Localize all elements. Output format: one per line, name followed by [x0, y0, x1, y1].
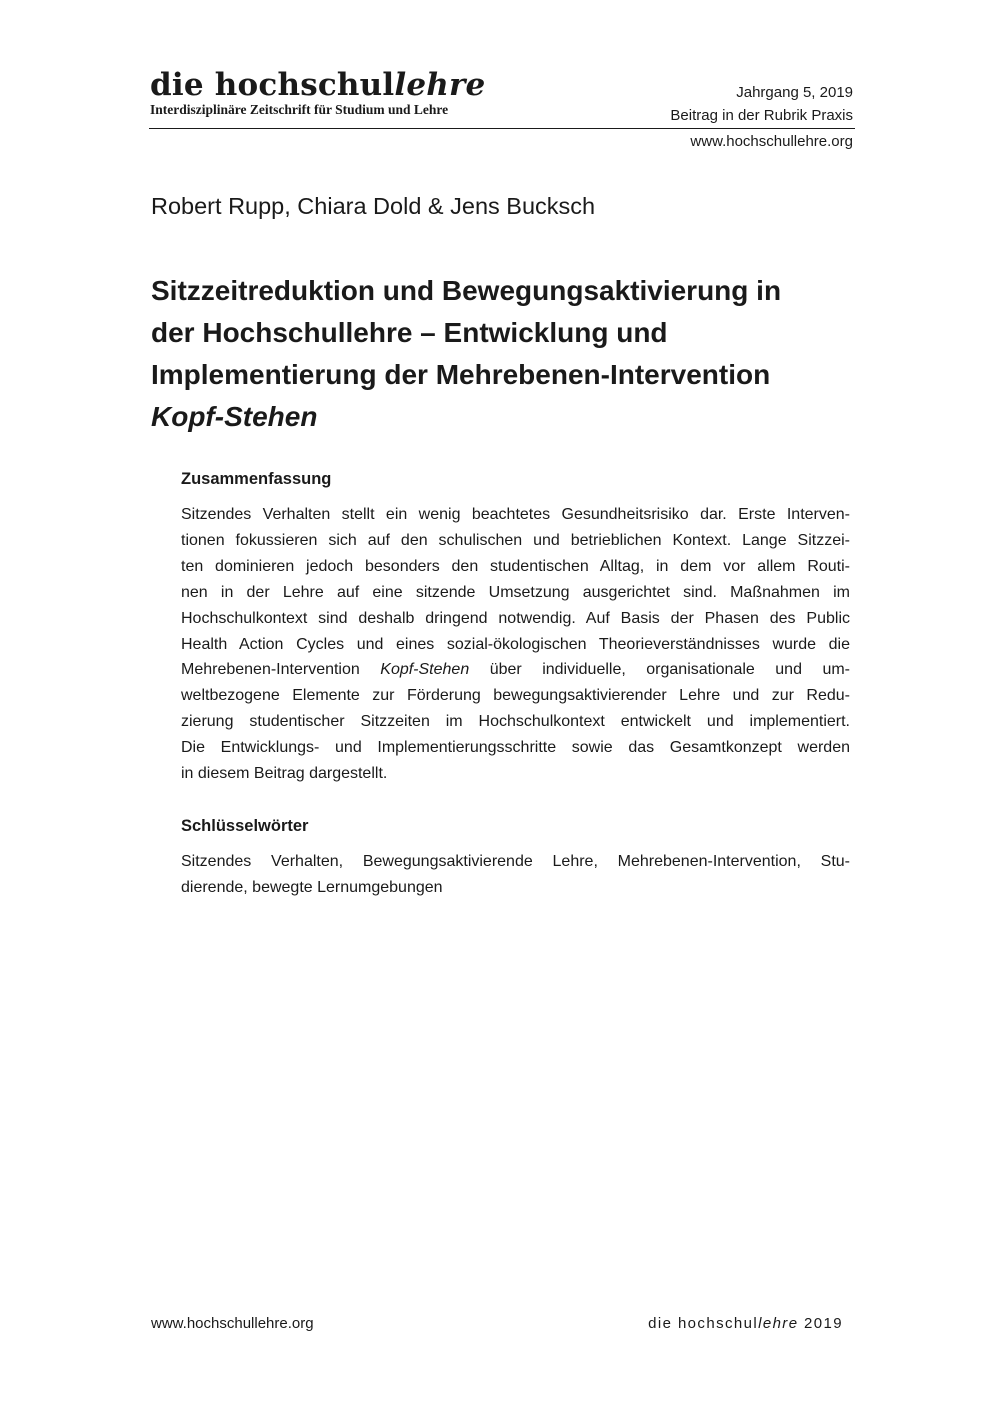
title-line-1: Sitzzeitreduktion und Bewegungsaktivierung in: [151, 275, 782, 306]
abstract-line-with-italic: [181, 657, 850, 683]
abstract-line: nen in der Lehre auf eine sitzende Umsetzung ausgerichtet sind. Maßnahmen im: [181, 583, 850, 601]
website-link[interactable]: www.hochschullehre.org: [690, 133, 853, 150]
intervention-name: Kopf-Stehen: [380, 661, 470, 679]
abstract-line: Sitzendes Verhalten stellt ein wenig beachtetes Gesundheitsrisiko dar. Erste Interven-: [181, 506, 850, 523]
keywords-line-1: Sitzendes Verhalten, Bewegungsaktivierende Lehre, Mehrebenen-Intervention, Stu-: [181, 853, 850, 870]
abstract-body: [181, 502, 850, 787]
abstract-line: Die Entwicklungs- und Implementierungsschritte sowie das Gesamtkonzept werden: [181, 739, 850, 757]
journal-logo: [150, 68, 485, 102]
abstract-line: zierung studentischer Sitzzeiten im Hochschulkontext entwickelt und implementiert.: [181, 713, 850, 731]
volume-info: Jahrgang 5, 2019: [736, 84, 853, 101]
logo-italic-text: lehre: [394, 67, 486, 103]
title-line-3: Implementierung der Mehrebenen-Intervention: [151, 359, 771, 390]
abstract-line: ten dominieren jedoch besonders den studentischen Alltag, in dem vor allem Routi-: [181, 557, 850, 575]
footer-year: 2019: [798, 1315, 843, 1332]
keywords-body: [181, 849, 850, 901]
footer-journal-italic: lehre: [758, 1315, 799, 1332]
abstract-heading: Zusammenfassung: [181, 470, 332, 488]
abstract-line: Health Action Cycles und eines sozial-ökologischen Theorieverständnisses wurde die: [181, 635, 850, 653]
keywords-heading: Schlüsselwörter: [181, 817, 309, 835]
abstract-text: über individuelle, organisationale und um-: [469, 661, 850, 679]
section-info: Beitrag in der Rubrik Praxis: [670, 107, 853, 124]
article-title: [151, 270, 851, 438]
footer-website[interactable]: www.hochschullehre.org: [151, 1315, 314, 1332]
issue-meta: [670, 81, 853, 153]
footer-journal-regular: die hochschul: [648, 1315, 759, 1332]
footer-journal: [648, 1315, 843, 1332]
journal-masthead: [150, 68, 485, 118]
header-divider: [149, 128, 855, 129]
abstract-line: weltbezogene Elemente zur Förderung bewegungsaktivierender Lehre und zur Redu-: [181, 687, 850, 705]
logo-regular-text: die hochschul: [150, 67, 395, 103]
article-authors: Robert Rupp, Chiara Dold & Jens Bucksch: [151, 193, 596, 219]
title-line-2: der Hochschullehre – Entwicklung und: [151, 317, 668, 348]
abstract-line: Hochschulkontext sind deshalb dringend notwendig. Auf Basis der Phasen des Public: [181, 609, 850, 627]
journal-subtitle: Interdisziplinäre Zeitschrift für Studium und Lehre: [150, 102, 449, 117]
keywords-line-2: dierende, bewegte Lernumgebungen: [181, 878, 443, 896]
abstract-line: tionen fokussieren sich auf den schulischen und betrieblichen Kontext. Lange Sitzzei-: [181, 531, 850, 549]
title-line-4: Kopf-Stehen: [151, 401, 318, 432]
abstract-line: in diesem Beitrag dargestellt.: [181, 765, 388, 783]
abstract-text: Mehrebenen-Intervention: [181, 661, 381, 679]
